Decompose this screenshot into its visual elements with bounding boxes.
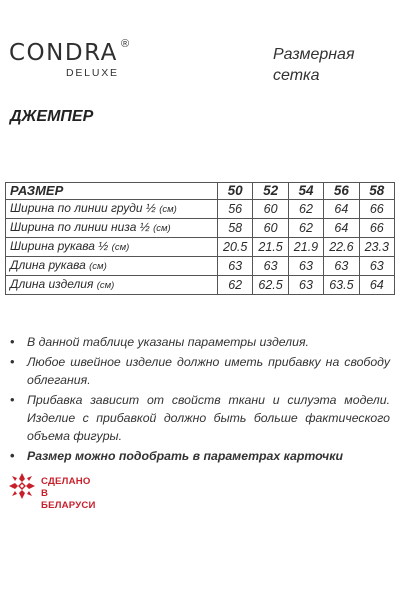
made-in-belarus-text	[41, 476, 96, 512]
table-cell: 62	[288, 200, 323, 219]
list-item	[10, 391, 390, 445]
table-cell: 66	[359, 219, 394, 238]
made-in-line1: СДЕЛАНО	[41, 476, 91, 487]
size-table-header	[6, 183, 395, 200]
table-cell: 62	[218, 276, 253, 295]
size-header-cell: 56	[324, 183, 359, 200]
table-cell: 63	[218, 257, 253, 276]
size-header-cell: 50	[218, 183, 253, 200]
made-in-belarus-badge	[8, 472, 96, 511]
table-cell: 22.6	[324, 238, 359, 257]
row-label	[6, 219, 218, 238]
size-header-cell: 58	[359, 183, 394, 200]
table-cell: 64	[359, 276, 394, 295]
row-unit: (см)	[89, 261, 107, 272]
size-header-cell: 52	[253, 183, 288, 200]
table-row	[6, 257, 395, 276]
table-cell: 63	[288, 257, 323, 276]
table-cell: 63	[253, 257, 288, 276]
table-cell: 23.3	[359, 238, 394, 257]
product-name: ДЖЕМПЕР	[10, 108, 94, 125]
table-cell: 58	[218, 219, 253, 238]
table-cell: 21.9	[288, 238, 323, 257]
size-chart-title	[273, 44, 355, 86]
note-text: Прибавка зависит от свойств ткани и силуэта модели. Изделие с прибавкой должно быть больше фактического объема фигуры.	[27, 393, 390, 443]
size-chart-title-line1: Размерная	[273, 46, 355, 63]
table-cell: 60	[253, 219, 288, 238]
row-label-text: Ширина рукава ½	[10, 239, 109, 253]
table-row	[6, 276, 395, 295]
notes-list	[10, 333, 390, 467]
table-cell: 63.5	[324, 276, 359, 295]
size-header-label: РАЗМЕР	[6, 183, 218, 200]
row-label-text: Ширина по линии груди ½	[10, 201, 156, 215]
registered-mark: ®	[121, 38, 130, 50]
row-label	[6, 200, 218, 219]
made-in-line2: В БЕЛАРУСИ	[41, 488, 96, 511]
table-cell: 56	[218, 200, 253, 219]
list-item	[10, 447, 390, 465]
belarus-ornament-icon	[8, 472, 36, 500]
list-item	[10, 353, 390, 389]
table-cell: 21.5	[253, 238, 288, 257]
table-cell: 63	[359, 257, 394, 276]
row-label-text: Длина изделия	[10, 277, 94, 291]
row-label-text: Ширина по линии низа ½	[10, 220, 150, 234]
table-cell: 64	[324, 200, 359, 219]
table-cell: 64	[324, 219, 359, 238]
size-chart-title-line2: сетка	[273, 67, 320, 84]
table-cell: 63	[324, 257, 359, 276]
list-item	[10, 333, 390, 351]
table-row	[6, 238, 395, 257]
table-cell: 66	[359, 200, 394, 219]
size-header-cell: 54	[288, 183, 323, 200]
row-unit: (см)	[111, 242, 130, 253]
table-cell: 62.5	[253, 276, 288, 295]
table-cell: 62	[288, 219, 323, 238]
brand-name: CONDRA	[9, 40, 118, 66]
bullet-icon: •	[10, 354, 15, 369]
row-unit: (см)	[96, 280, 115, 291]
table-row	[6, 219, 395, 238]
bullet-icon: •	[10, 448, 15, 463]
note-text: Размер можно подобрать в параметрах карточки	[27, 449, 343, 463]
table-cell: 60	[253, 200, 288, 219]
size-table	[5, 182, 395, 295]
row-label	[6, 238, 218, 257]
bullet-icon: •	[10, 392, 15, 407]
row-label	[6, 276, 218, 295]
brand-logo	[9, 38, 130, 79]
note-text: В данной таблице указаны параметры изделия.	[27, 335, 309, 349]
table-cell: 20.5	[218, 238, 253, 257]
row-label	[6, 257, 218, 276]
bullet-icon: •	[10, 334, 15, 349]
row-unit: (см)	[153, 223, 171, 234]
table-row	[6, 200, 395, 219]
table-cell: 63	[288, 276, 323, 295]
row-label-text: Длина рукава	[10, 258, 86, 272]
row-unit: (см)	[159, 204, 177, 215]
brand-sub: DELUXE	[66, 67, 119, 79]
note-text: Любое швейное изделие должно иметь прибавку на свободу облегания.	[27, 355, 390, 387]
